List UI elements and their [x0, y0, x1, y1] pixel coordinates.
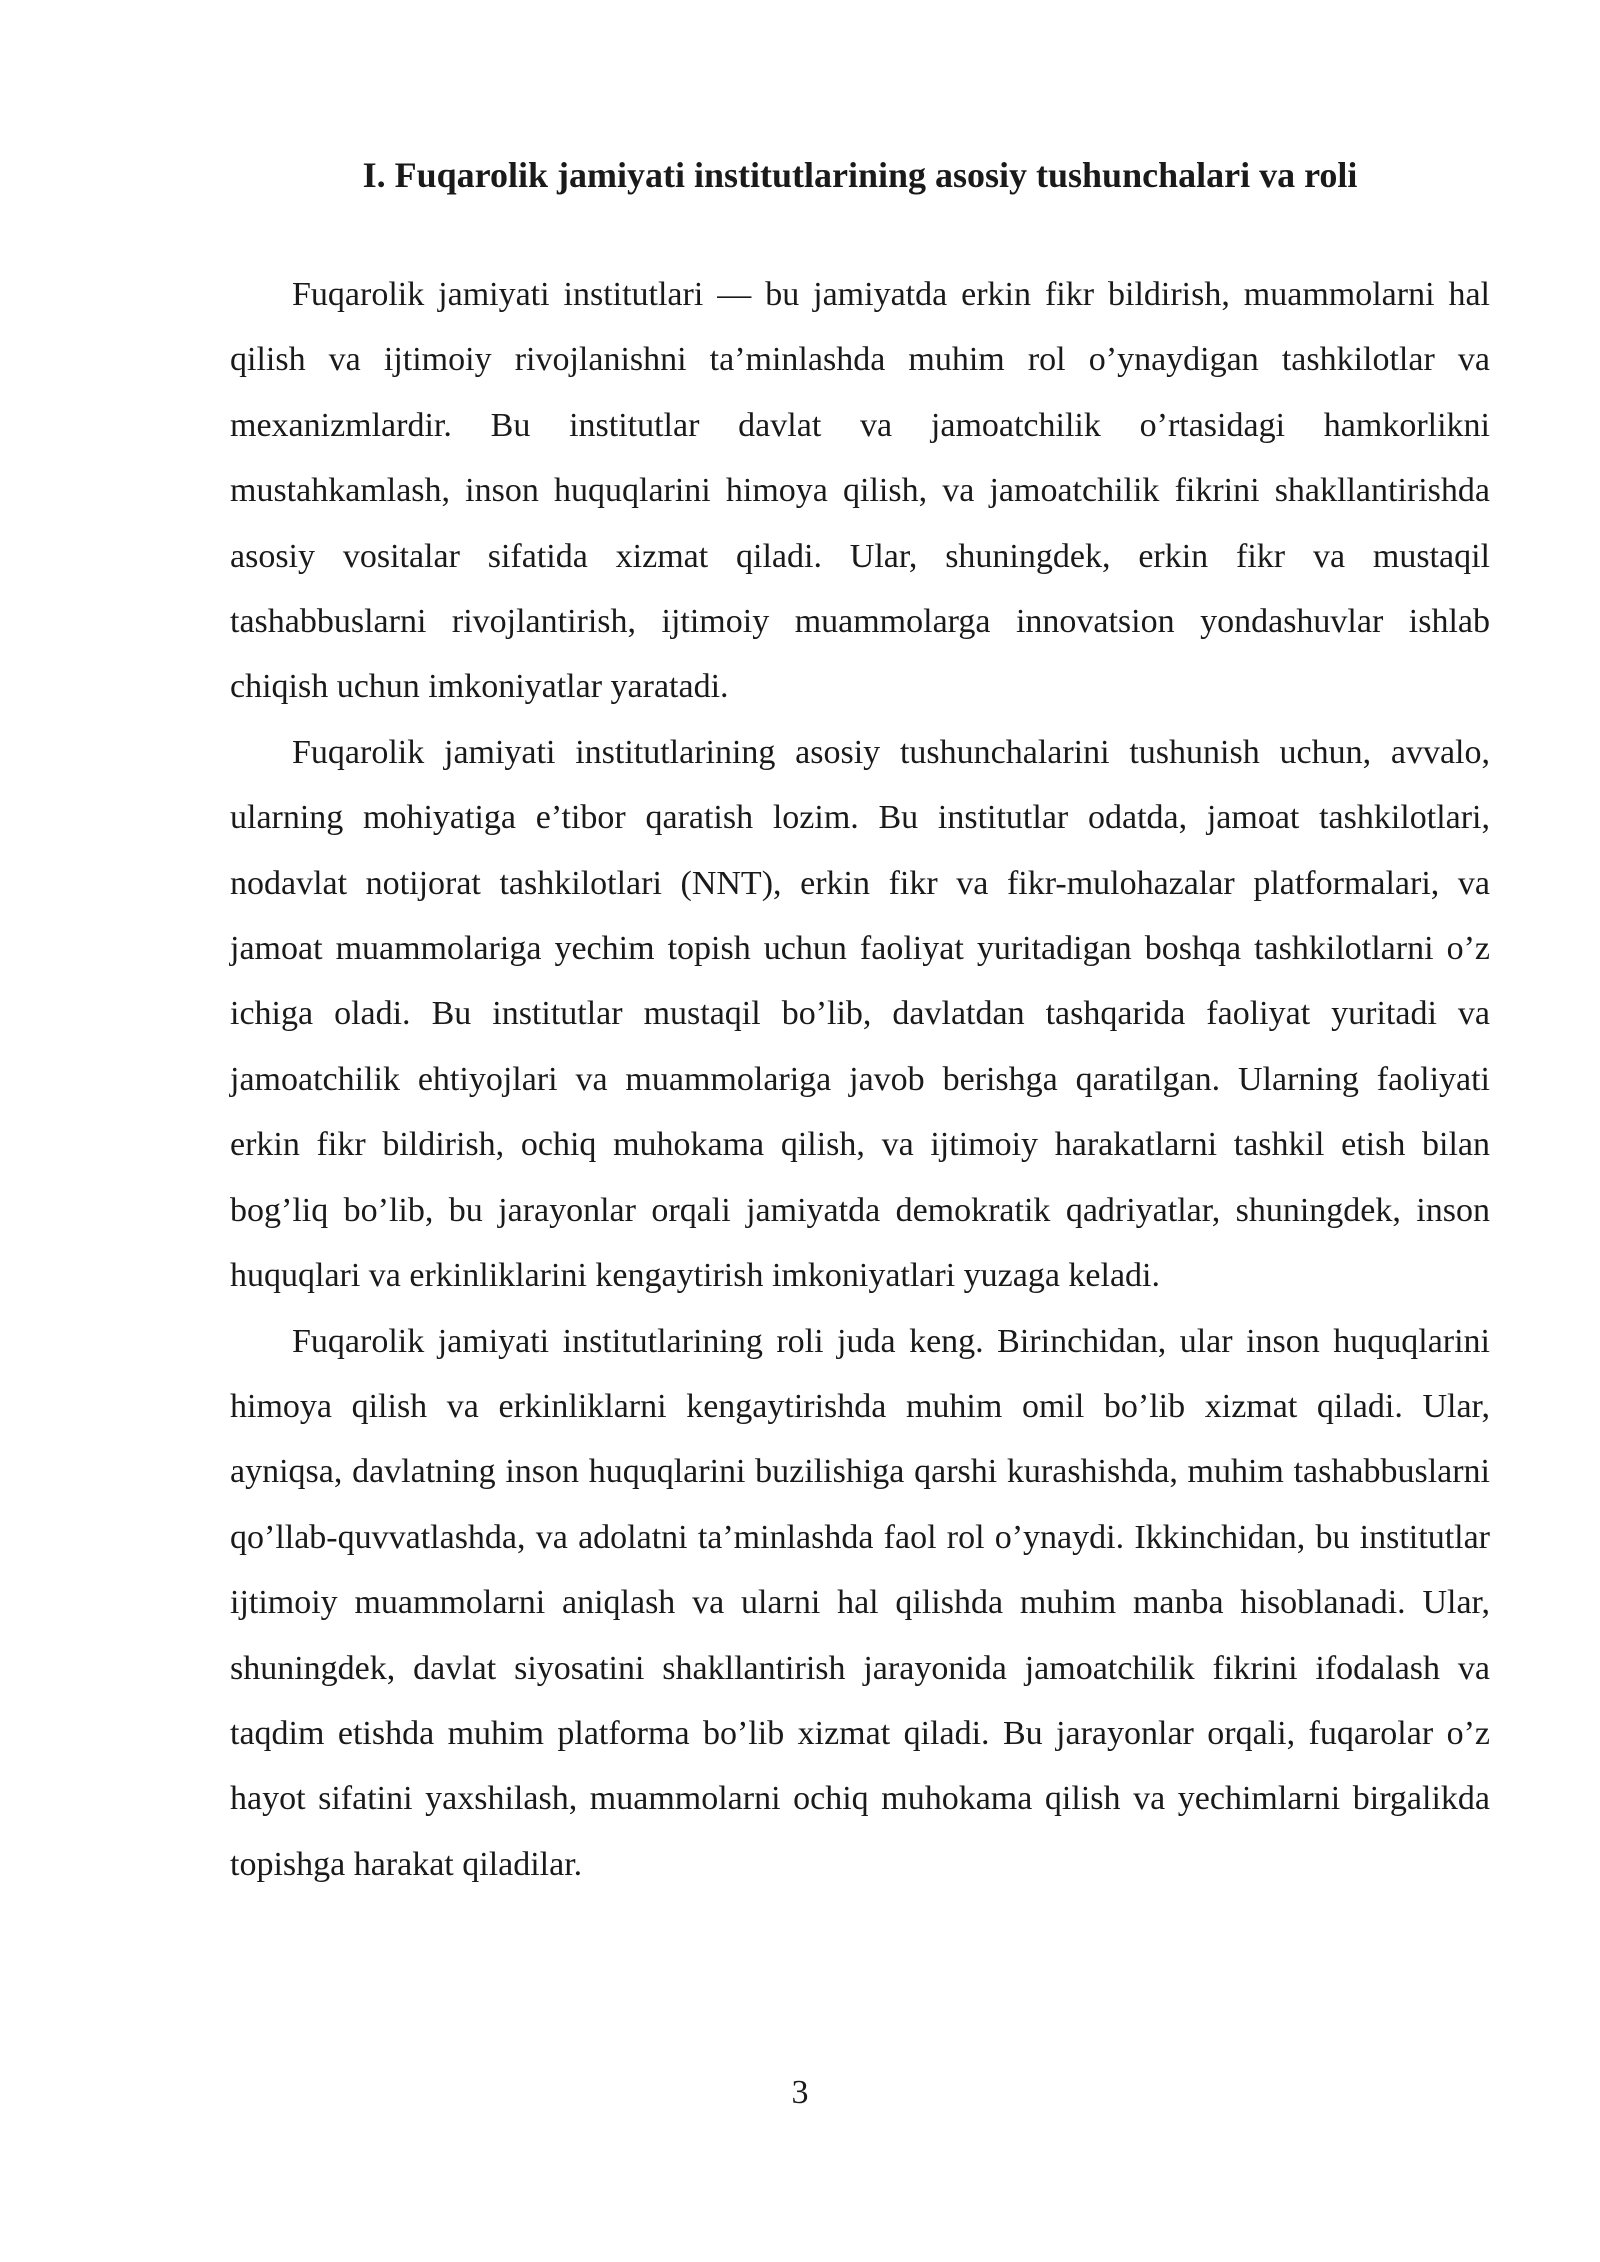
- paragraph-2: Fuqarolik jamiyati institutlarining asosiy tushunchalarini tushunish uchun, avvalo, ularning mohiyatiga e’tibor qaratish lozim. Bu institutlar odatda, jamoat tashkilotlari, nodavlat notijorat tashkilotlari (NNT), erkin fikr va fikr-mulohazalar platformalari, va jamoat muammolariga yechim topish uchun faoliyat yuritadigan boshqa tashkilotlarni o’z ichiga oladi. Bu institutlar mustaqil bo’lib, davlatdan tashqarida faoliyat yuritadi va jamoatchilik ehtiyojlari va muammolariga javob berishga qaratilgan. Ularning faoliyati erkin fikr bildirish, ochiq muhokama qilish, va ijtimoiy harakatlarni tashkil etish bilan bog’liq bo’lib, bu jarayonlar orqali jamiyatda demokratik qadriyatlar, shuningdek, inson huquqlari va erkinliklarini kengaytirish imkoniyatlari yuzaga keladi.: [230, 733, 1490, 1295]
- body-text: [230, 262, 1490, 1897]
- section-heading: I. Fuqarolik jamiyati institutlarining asosiy tushunchalari va roli: [362, 155, 1358, 195]
- paragraph-3: Fuqarolik jamiyati institutlarining roli juda keng. Birinchidan, ular inson huquqlarini himoya qilish va erkinliklarni kengaytirishda muhim omil bo’lib xizmat qiladi. Ular, ayniqsa, davlatning inson huquqlarini buzilishiga qarshi kurashishda, muhim tashabbuslarni qo’llab-quvvatlashda, va adolatni ta’minlashda faol rol o’ynaydi. Ikkinchidan, bu institutlar ijtimoiy muammolarni aniqlash va ularni hal qilishda muhim manba hisoblanadi. Ular, shuningdek, davlat siyosatini shakllantirish jarayonida jamoatchilik fikrini ifodalash va taqdim etishda muhim platforma bo’lib xizmat qiladi. Bu jarayonlar orqali, fuqarolar o’z hayot sifatini yaxshilash, muammolarni ochiq muhokama qilish va yechimlarni birgalikda topishga harakat qiladilar.: [230, 1322, 1490, 1883]
- page-number: 3: [791, 2074, 809, 2111]
- paragraph-1: Fuqarolik jamiyati institutlari — bu jamiyatda erkin fikr bildirish, muammolarni hal qilish va ijtimoiy rivojlanishni ta’minlashda muhim rol o’ynaydigan tashkilotlar va mexanizmlardir. Bu institutlar davlat va jamoatchilik o’rtasidagi hamkorlikni mustahkamlash, inson huquqlarini himoya qilish, va jamoatchilik fikrini shakllantirishda asosiy vositalar sifatida xizmat qiladi. Ular, shuningdek, erkin fikr va mustaqil tashabbuslarni rivojlantirish, ijtimoiy muammolarga innovatsion yondashuvlar ishlab chiqish uchun imkoniyatlar yaratadi.: [230, 276, 1490, 706]
